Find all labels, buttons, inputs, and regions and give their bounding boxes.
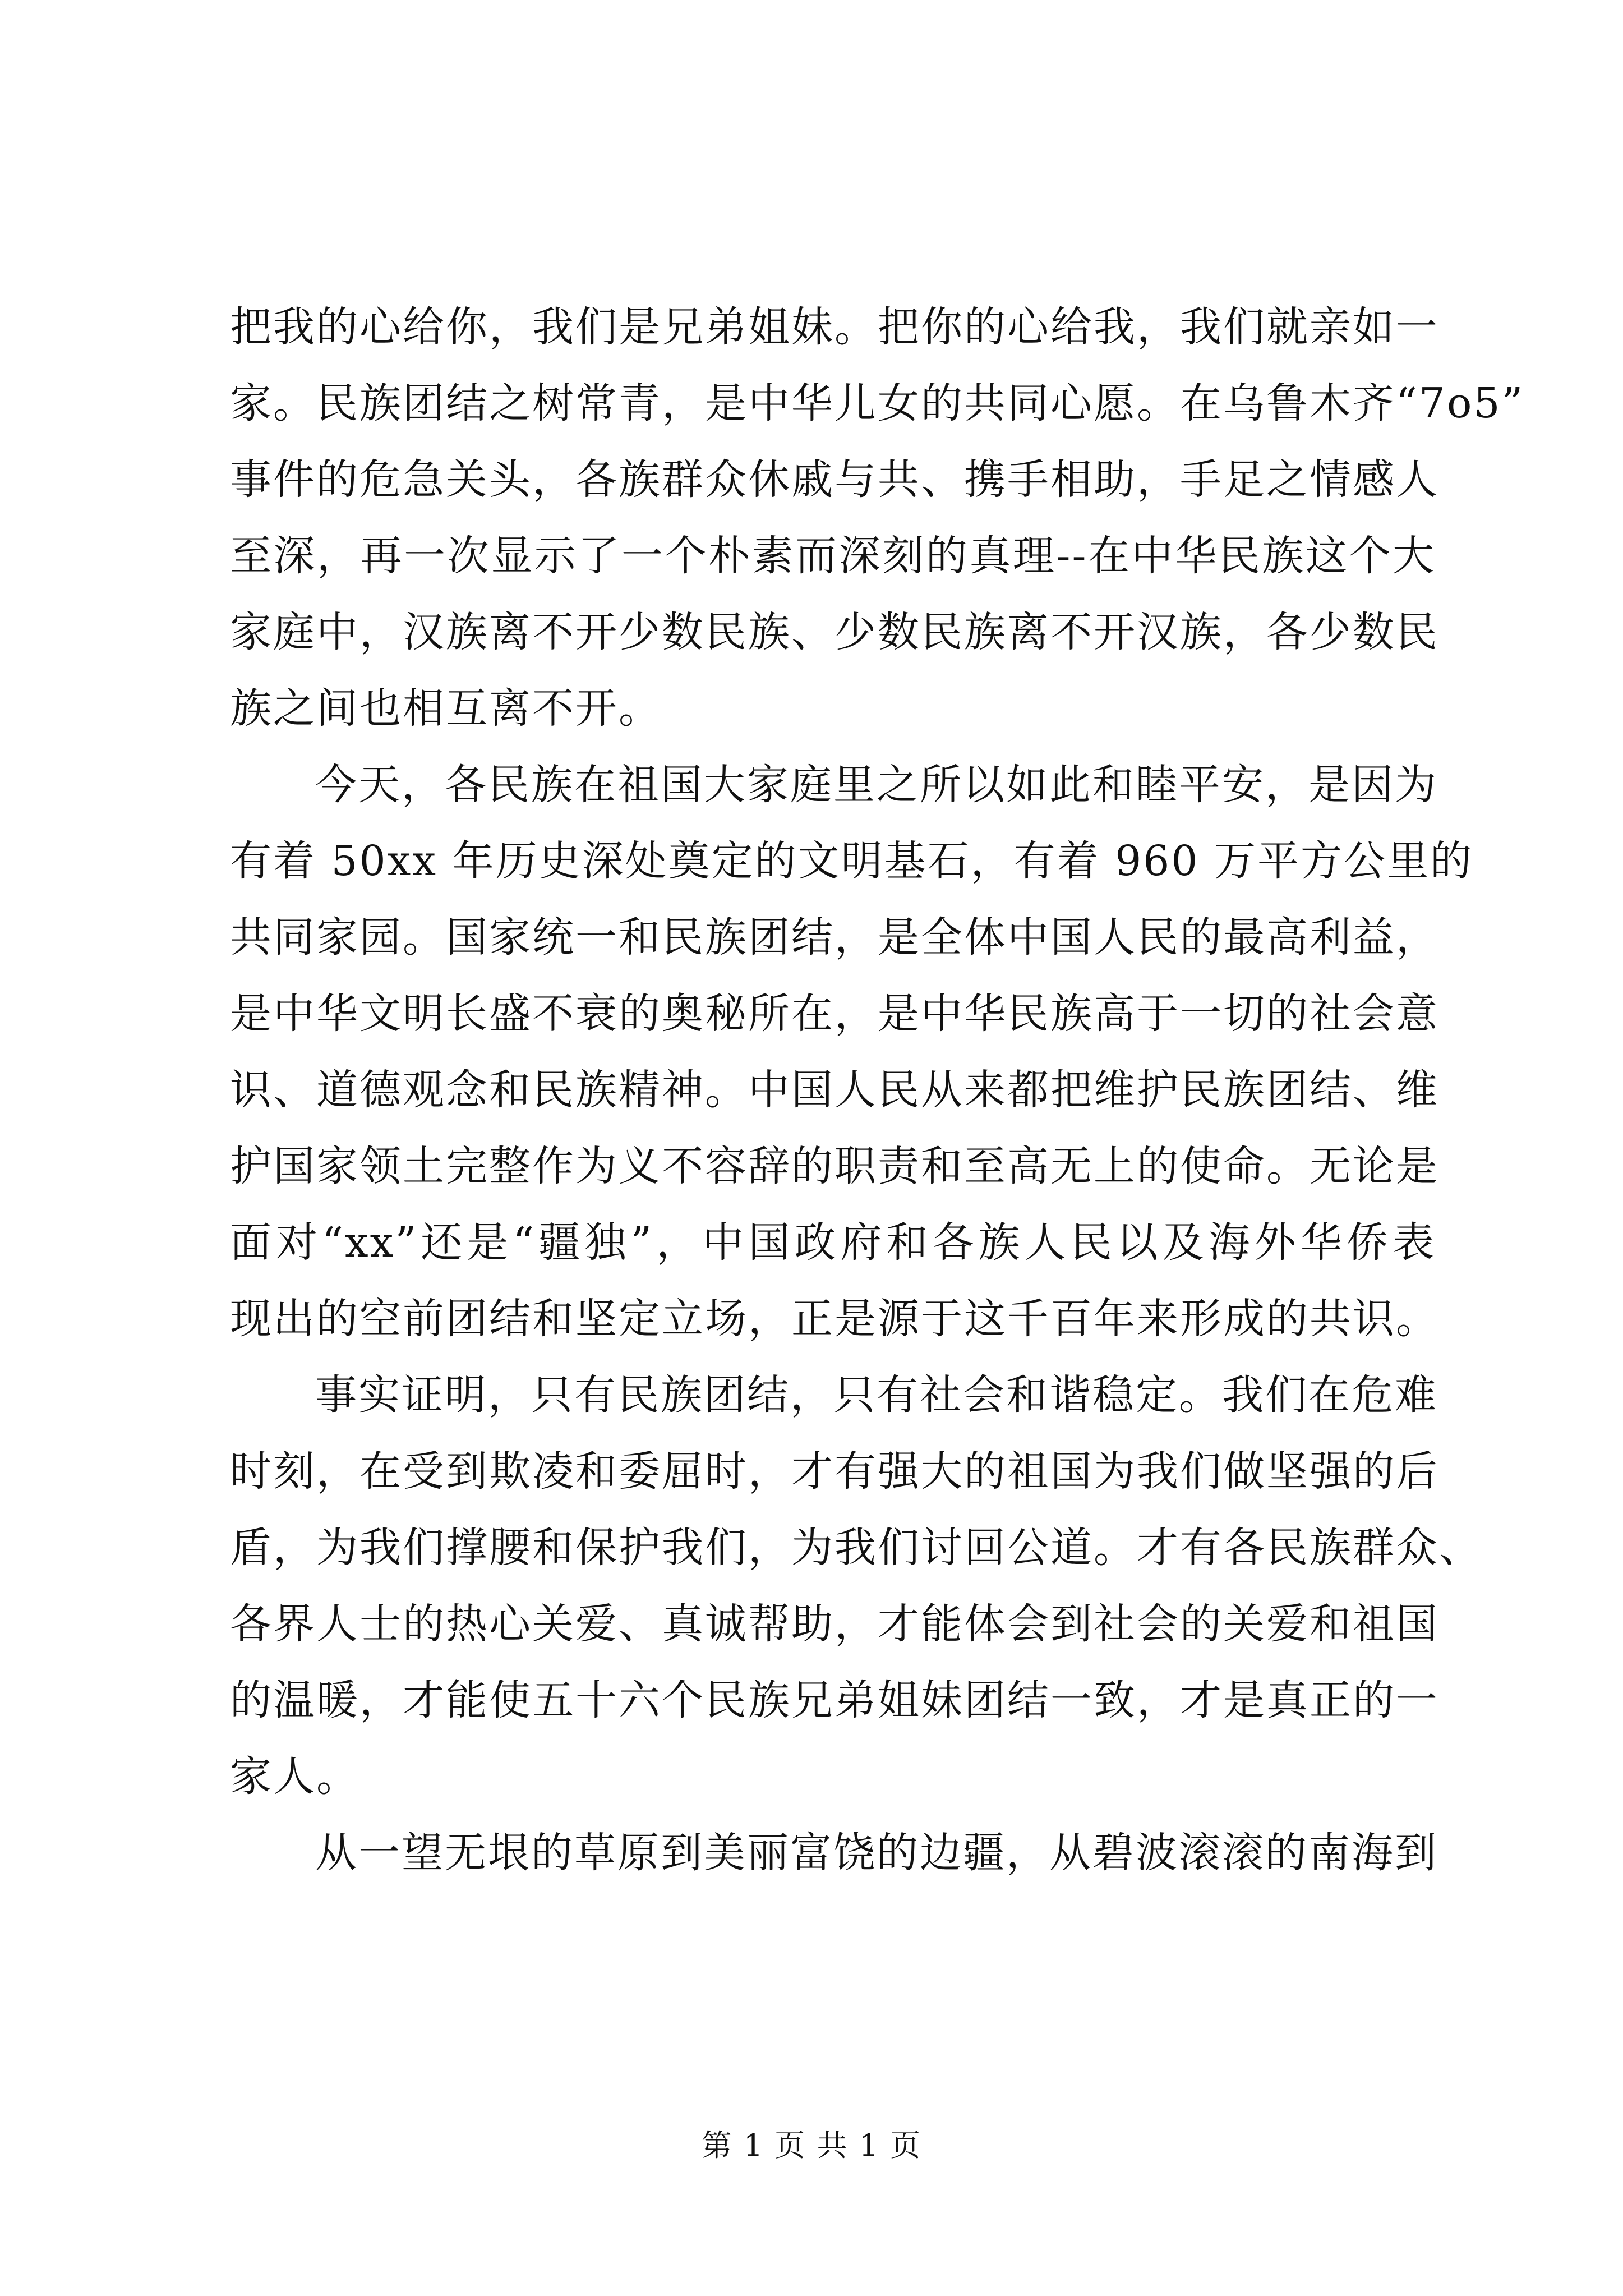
text-line: 现出的空前团结和坚定立场，正是源于这千百年来形成的共识。 [230, 1295, 1439, 1343]
text-line: 家。民族团结之树常青，是中华儿女的共同心愿。在乌鲁木齐“7o5” [230, 379, 1525, 427]
text-line: 把我的心给你，我们是兄弟姐妹。把你的心给我，我们就亲如一 [230, 303, 1439, 351]
text-line: 是中华文明长盛不衰的奥秘所在，是中华民族高于一切的社会意 [230, 990, 1439, 1038]
text-line: 事实证明，只有民族团结，只有社会和谐稳定。我们在危难 [315, 1371, 1438, 1419]
page-footer: 第 1 页 共 1 页 [701, 2128, 922, 2163]
text-line: 盾，为我们撑腰和保护我们，为我们讨回公道。才有各民族群众、 [230, 1524, 1482, 1572]
text-line: 家庭中，汉族离不开少数民族、少数民族离不开汉族，各少数民 [230, 608, 1439, 656]
text-line: 共同家园。国家统一和民族团结，是全体中国人民的最高利益， [230, 913, 1439, 961]
text-line: 事件的危急关头，各族群众休戚与共、携手相助，手足之情感人 [230, 455, 1439, 504]
text-line: 面对“xx”还是“疆独”，中国政府和各族人民以及海外华侨表 [230, 1218, 1436, 1267]
text-line: 族之间也相互离不开。 [230, 684, 662, 733]
text-line: 识、道德观念和民族精神。中国人民从来都把维护民族团结、维 [230, 1066, 1439, 1114]
text-line: 家人。 [230, 1752, 359, 1801]
text-line: 至深，再一次显示了一个朴素而深刻的真理--在中华民族这个大 [230, 532, 1436, 580]
text-line: 的温暖，才能使五十六个民族兄弟姐妹团结一致，才是真正的一 [230, 1676, 1439, 1724]
text-line: 今天，各民族在祖国大家庭里之所以如此和睦平安，是因为 [315, 761, 1438, 809]
text-line: 各界人士的热心关爱、真诚帮助，才能体会到社会的关爱和祖国 [230, 1600, 1439, 1648]
text-line: 护国家领土完整作为义不容辞的职责和至高无上的使命。无论是 [230, 1142, 1439, 1190]
text-line: 有着 50xx 年历史深处奠定的文明基石，有着 960 万平方公里的 [230, 837, 1473, 885]
body-text [230, 289, 1525, 1891]
text-line: 从一望无垠的草原到美丽富饶的边疆，从碧波滚滚的南海到 [315, 1829, 1438, 1877]
text-line: 时刻，在受到欺凌和委屈时，才有强大的祖国为我们做坚强的后 [230, 1447, 1439, 1496]
